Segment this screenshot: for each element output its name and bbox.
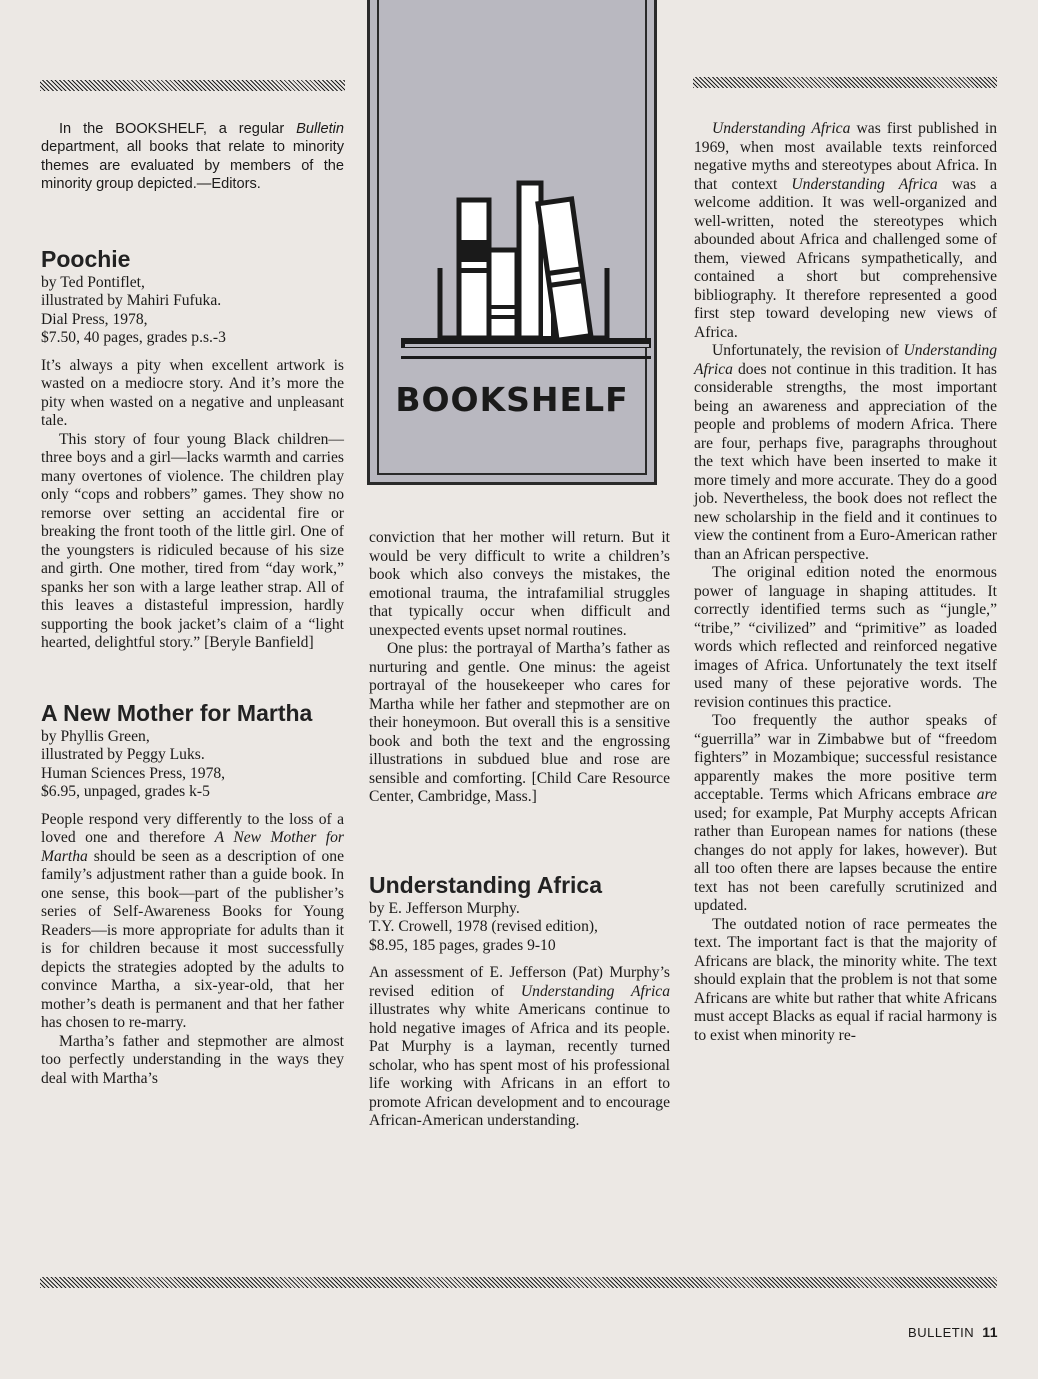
- review-title-poochie: Poochie: [41, 245, 131, 272]
- book-meta-poochie: [41, 274, 344, 348]
- meta-line: T.Y. Crowell, 1978 (revised edition),: [369, 918, 598, 935]
- italic-title: Understanding Africa: [712, 120, 851, 137]
- bottom-rule: [40, 1277, 997, 1288]
- body-paragraph: The original edition noted the enormous power of language in shaping attitudes. It correctly identified terms such as “jungle,” “tribe,” “civilized” and “primitive” as loaded words which reflected and reinforced negative images of Africa. Unfortunately the text itself used many of these pejorative words. The revision continues this practice.: [694, 564, 997, 711]
- italic-title: Understanding Africa: [694, 342, 997, 378]
- right-column: [694, 120, 997, 1045]
- text-run: does not continue in this tradition. It has considerable strengths, the most important being an awareness and appreciation of the people and problems of modern Africa. There are four, perhaps five, paragraphs throughout the text which have been inserted to make it more timely and more accurate. They do a good job. Nevertheless, the book does not reflect the new scholarship in the field and it continues to view the continent from a Euro-American rather than an African perspective.: [694, 360, 997, 563]
- left-column: [41, 120, 344, 1088]
- body-paragraph: This story of four young Black children—three boys and a girl—lacks warmth and carries many overtones of violence. The children play only “cops and robbers” games. They show no remorse over setting an accidental fire or breaking the front tooth of the little girl. One of the youngsters is ridiculed because of his size and girth. One mother, tired from “day work,” spanks her son with a large leather strap. All of this leaves a distasteful impression, hardly supporting the book jacket’s claim of a “light hearted, delightful story.” [Beryle Banfield]: [41, 430, 344, 652]
- body-paragraph: It’s always a pity when excellent artwork is wasted on a mediocre story. And it’s more the pity when wasted on a negative and unpleasant tale.: [41, 356, 344, 430]
- body-paragraph: The outdated notion of race permeates the text. The important fact is that the majority of Africans are black, the minority white. The text should explain that the problem is not that some Africans are white but rather that white Africans must accept Blacks as equal if racial harmony is to exist when minority re-: [694, 915, 997, 1044]
- intro-italic: Bulletin: [296, 121, 344, 137]
- text-run: was a welcome addition. It was well-organized and well-written, noted the stereotypes which abounded about Africa and challenged some of them, viewed Africans sympathetically, and contained a short but comprehensive bibliography. It therefore represented a good first step toward developing new views of Africa.: [694, 175, 997, 341]
- meta-line: Dial Press, 1978,: [41, 310, 148, 328]
- text-run: People respond very differently to the loss of a loved one and therefore: [41, 810, 344, 847]
- body-paragraph: One plus: the portrayal of Martha’s father as nurturing and gentle. One minus: the ageist portrayal of the housekeeper who cares for Martha while her father and stepmother are on their honeymoon. But overall this is a sensitive book and both the text and the engrossing illustrations in subdued blue and rose are sensible and comforting. [Child Care Resource Center, Cambridge, Mass.]: [369, 640, 670, 805]
- text-run: should be seen as a description of one family’s adjustment rather than a guide book. In one sense, this book—part of the publisher’s series of Self-Awareness Books for Young Readers—is more appropriate for adults than it is for children because it most successfully depicts the strategies adopted by the adults to convince Martha, a six-year-old, that her mother’s death is permanent and that her father has chosen to re-marry.: [41, 847, 344, 1032]
- meta-line: by Ted Pontiflet,: [41, 273, 145, 291]
- review-title-martha: A New Mother for Martha: [41, 699, 313, 726]
- meta-line: $6.95, unpaged, grades k-5: [41, 783, 210, 801]
- page-footer: [908, 1324, 998, 1340]
- meta-line: by Phyllis Green,: [41, 727, 150, 745]
- intro-text: In the BOOKSHELF, a regular: [59, 121, 297, 137]
- text-run: used; for example, Pat Murphy accepts African rather than European names for nations (these changes do not apply for lakes, however). But all too often there are lapses because the entire text has not been carefully scrutinized and updated.: [694, 804, 997, 914]
- italic-word: are: [976, 786, 997, 803]
- meta-line: illustrated by Mahiri Fufuka.: [41, 292, 222, 310]
- books-on-shelf-icon: [379, 0, 651, 370]
- department-intro: [41, 120, 344, 194]
- meta-line: by E. Jefferson Murphy.: [369, 899, 520, 917]
- bookshelf-logo: [367, 0, 657, 485]
- text-run: An assessment of E. Jefferson (Pat) Murphy’s revised edition of: [369, 964, 670, 1000]
- body-paragraph: [694, 120, 997, 342]
- body-paragraph: conviction that her mother will return. But it would be very difficult to write a children’s book which also conveys the mistakes, the emotional trauma, the intrafamilial struggles that typically occur when difficult and unexpected events upset normal routines.: [369, 529, 670, 639]
- meta-line: $8.95, 185 pages, grades 9-10: [369, 936, 556, 954]
- body-paragraph: [694, 712, 997, 916]
- italic-title: Understanding Africa: [791, 175, 938, 193]
- book-meta-africa: [369, 900, 670, 956]
- top-rule-right: [693, 77, 997, 88]
- review-title-africa: Understanding Africa: [369, 871, 603, 898]
- italic-title: Understanding Africa: [520, 982, 670, 1000]
- body-paragraph: [41, 811, 344, 1033]
- middle-column: [369, 529, 670, 1131]
- meta-line: $7.50, 40 pages, grades p.s.-3: [41, 329, 226, 347]
- body-paragraph: [694, 342, 997, 564]
- bookshelf-logo-inner: [377, 0, 647, 475]
- body-paragraph: [369, 964, 670, 1131]
- text-run: Unfortunately, the revision of: [712, 342, 904, 359]
- bookshelf-wordmark: BOOKSHELF: [395, 380, 629, 419]
- body-paragraph: Martha’s father and stepmother are almost too perfectly understanding in the ways they deal with Martha’s: [41, 1032, 344, 1087]
- page-number: 11: [982, 1324, 998, 1340]
- text-run: was first published in 1969, when most available texts reinforced negative myths and stereotypes about Africa. In that context: [694, 120, 998, 193]
- meta-line: illustrated by Peggy Luks.: [41, 746, 205, 764]
- intro-text-end: department, all books that relate to minority themes are evaluated by members of the minority group depicted.—Editors.: [41, 139, 344, 193]
- italic-title: A New Mother for Martha: [41, 829, 345, 865]
- book-meta-martha: [41, 728, 344, 802]
- text-run: illustrates why white Americans continue to hold negative images of Africa and its people. Pat Murphy is a layman, recently turned scholar, who has spent most of his professional life working with Africans in an effort to promote African development and to encourage African-American understanding.: [369, 1001, 670, 1129]
- top-rule-left: [40, 80, 345, 91]
- meta-line: Human Sciences Press, 1978,: [41, 764, 226, 782]
- footer-label: BULLETIN: [908, 1325, 975, 1340]
- text-run: Too frequently the author speaks of “guerrilla” war in Zimbabwe but of “freedom fighters” in Mozambique; successful resistance apparently makes the more positive term acceptable. Terms which Africans embrace: [694, 712, 997, 803]
